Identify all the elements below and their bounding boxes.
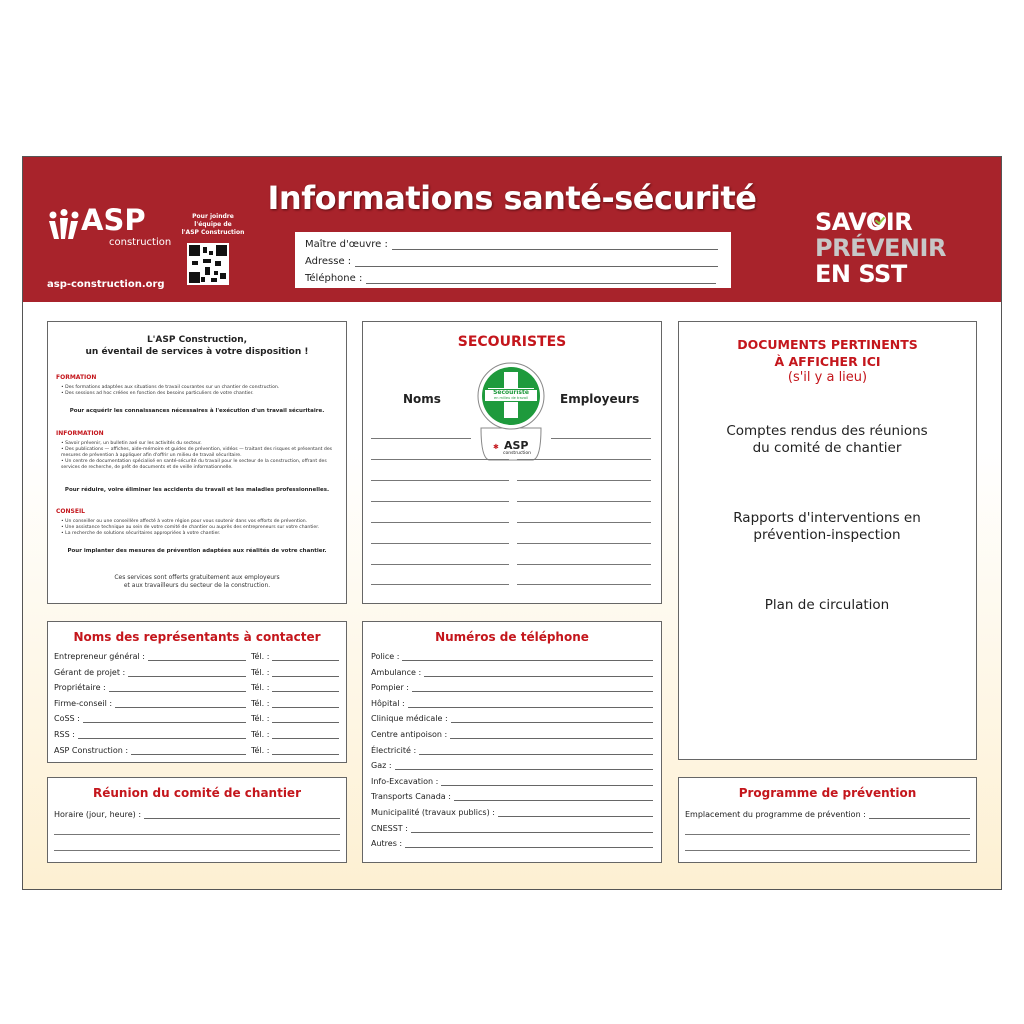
conseil-heading: CONSEIL [56, 508, 86, 515]
representants-title: Noms des représentants à contacter [73, 630, 321, 644]
representant-field[interactable]: ASP Construction : [54, 746, 246, 755]
site-info-box [295, 232, 731, 288]
employeur-line[interactable] [551, 438, 651, 439]
telephone-number-field[interactable]: Centre antipoison : [371, 730, 653, 739]
adresse-field[interactable]: Adresse : [305, 256, 718, 267]
header-banner [23, 157, 1001, 302]
emplacement-field[interactable]: Emplacement du programme de prévention : [685, 810, 970, 819]
information-bullets: • Savoir prévenir, un bulletin axé sur les activités du secteur. • Des publications — affiches, aide-mémoire et guides de prévention, vidéos — traitant des risques et présentant des mesures de prévention à appliquer afin d'offrir un milieu de travail sécuritaire. • Un centre de documentation spécialisé en santé-sécurité du travail pour le secteur de la construction, offrant des services de recherche, de prêt de documents et de veille informationnelle. [61, 441, 333, 470]
representant-tel-field[interactable]: Tél. : [251, 730, 339, 739]
programme-box [678, 777, 977, 863]
formation-heading: FORMATION [56, 374, 97, 381]
formation-emphasis: Pour acquérir les connaissances nécessaires à l'exécution d'un travail sécuritaire. [69, 408, 325, 414]
formation-bullets: • Des formations adaptées aux situations de travail courantes sur un chantier de construction. • Des sessions ad hoc créées en fonction des besoins particuliers de votre chantier. [61, 385, 280, 396]
reunion-title: Réunion du comité de chantier [93, 786, 301, 800]
secouristes-title: SECOURISTES [457, 334, 567, 350]
employeur-line[interactable] [517, 459, 651, 460]
telephone-number-field[interactable]: Clinique médicale : [371, 714, 653, 723]
employeur-line[interactable] [517, 543, 651, 544]
telephone-number-field[interactable]: CNESST : [371, 824, 653, 833]
programme-line[interactable] [685, 850, 970, 851]
nom-line[interactable] [371, 584, 509, 585]
maitre-oeuvre-field[interactable]: Maître d'œuvre : [305, 239, 718, 250]
representant-tel-field[interactable]: Tél. : [251, 714, 339, 723]
representants-box [47, 621, 347, 763]
reunion-line[interactable] [54, 850, 340, 851]
telephone-number-field[interactable]: Autres : [371, 839, 653, 848]
savoir-prevenir-logo: SAVOIR PRÉVENIR EN SST [815, 208, 946, 288]
telephones-title: Numéros de téléphone [435, 630, 589, 644]
telephone-number-field[interactable]: Électricité : [371, 746, 653, 755]
badge-logo: ✱ ASP construction [493, 439, 531, 456]
employeur-line[interactable] [517, 564, 651, 565]
nom-line[interactable] [371, 522, 509, 523]
telephone-number-field[interactable]: Transports Canada : [371, 792, 653, 801]
telephone-number-field[interactable]: Municipalité (travaux publics) : [371, 808, 653, 817]
information-heading: INFORMATION [56, 430, 104, 437]
reunion-box [47, 777, 347, 863]
services-footer: Ces services sont offerts gratuitement aux employeurs et aux travailleurs du secteur de la construction. [114, 574, 280, 589]
poster [22, 156, 1002, 890]
horaire-field[interactable]: Horaire (jour, heure) : [54, 810, 340, 819]
join-caption: Pour joindre l'équipe de l'ASP Construction [181, 213, 245, 236]
employeur-line[interactable] [517, 480, 651, 481]
reunion-line[interactable] [54, 834, 340, 835]
documents-title: DOCUMENTS PERTINENTS À AFFICHER ICI [737, 337, 918, 369]
nom-line[interactable] [371, 564, 509, 565]
nom-line[interactable] [371, 480, 509, 481]
representant-field[interactable]: Gérant de projet : [54, 668, 246, 677]
telephone-number-field[interactable]: Gaz : [371, 761, 653, 770]
telephone-number-field[interactable]: Hôpital : [371, 699, 653, 708]
employeur-line[interactable] [517, 584, 651, 585]
logo-asp-text: ASP [81, 203, 146, 237]
representant-field[interactable]: Entrepreneur général : [54, 652, 246, 661]
services-title: L'ASP Construction, un éventail de services à votre disposition ! [85, 335, 309, 357]
representant-field[interactable]: CoSS : [54, 714, 246, 723]
telephone-number-field[interactable]: Ambulance : [371, 668, 653, 677]
qr-code[interactable] [187, 243, 229, 285]
asp-logo [47, 203, 172, 249]
representant-tel-field[interactable]: Tél. : [251, 652, 339, 661]
telephone-number-field[interactable]: Info-Excavation : [371, 777, 653, 786]
nom-line[interactable] [371, 438, 471, 439]
telephone-field[interactable]: Téléphone : [305, 273, 716, 284]
logo-construction-text: construction [109, 237, 172, 248]
check-icon [872, 213, 886, 227]
badge-label: Secouriste en milieu de travail [484, 389, 538, 402]
telephones-box [362, 621, 662, 863]
doc-comptes-rendus: Comptes rendus des réunions du comité de chantier [726, 423, 928, 456]
noms-column-header: Noms [403, 392, 441, 406]
nom-line[interactable] [371, 501, 509, 502]
doc-rapports-interventions: Rapports d'interventions en prévention-inspection [733, 510, 921, 543]
representant-field[interactable]: Propriétaire : [54, 683, 246, 692]
badge-people-icon: ✱ [493, 443, 499, 451]
services-box [47, 321, 347, 604]
website-link[interactable]: asp-construction.org [47, 279, 165, 290]
secouristes-box [362, 321, 662, 604]
employeurs-column-header: Employeurs [560, 392, 640, 406]
representant-tel-field[interactable]: Tél. : [251, 746, 339, 755]
conseil-bullets: • Un conseiller ou une conseillère affecté à votre région pour vous soutenir dans vos efforts de prévention. • Une assistance technique au sein de votre comité de chantier ou auprès des entrepreneurs sur votre chantier. • La recherche de solutions sécuritaires appropriées à votre chantier. [61, 519, 320, 536]
nom-line[interactable] [371, 459, 509, 460]
representant-tel-field[interactable]: Tél. : [251, 683, 339, 692]
documents-subtitle: (s'il y a lieu) [787, 370, 868, 385]
information-emphasis: Pour réduire, voire éliminer les accidents du travail et les maladies professionnelles. [64, 487, 330, 493]
people-icon [47, 209, 83, 243]
representant-tel-field[interactable]: Tél. : [251, 699, 339, 708]
representant-tel-field[interactable]: Tél. : [251, 668, 339, 677]
representant-field[interactable]: Firme-conseil : [54, 699, 246, 708]
telephone-number-field[interactable]: Police : [371, 652, 653, 661]
first-aid-badge [475, 362, 547, 462]
employeur-line[interactable] [517, 522, 651, 523]
programme-title: Programme de prévention [738, 786, 917, 800]
doc-plan-circulation: Plan de circulation [764, 597, 890, 613]
nom-line[interactable] [371, 543, 509, 544]
conseil-emphasis: Pour implanter des mesures de prévention adaptées aux réalités de votre chantier. [67, 548, 327, 554]
representant-field[interactable]: RSS : [54, 730, 246, 739]
documents-box [678, 321, 977, 760]
page-title: Informations santé-sécurité [267, 179, 757, 217]
programme-line[interactable] [685, 834, 970, 835]
telephone-number-field[interactable]: Pompier : [371, 683, 653, 692]
employeur-line[interactable] [517, 501, 651, 502]
